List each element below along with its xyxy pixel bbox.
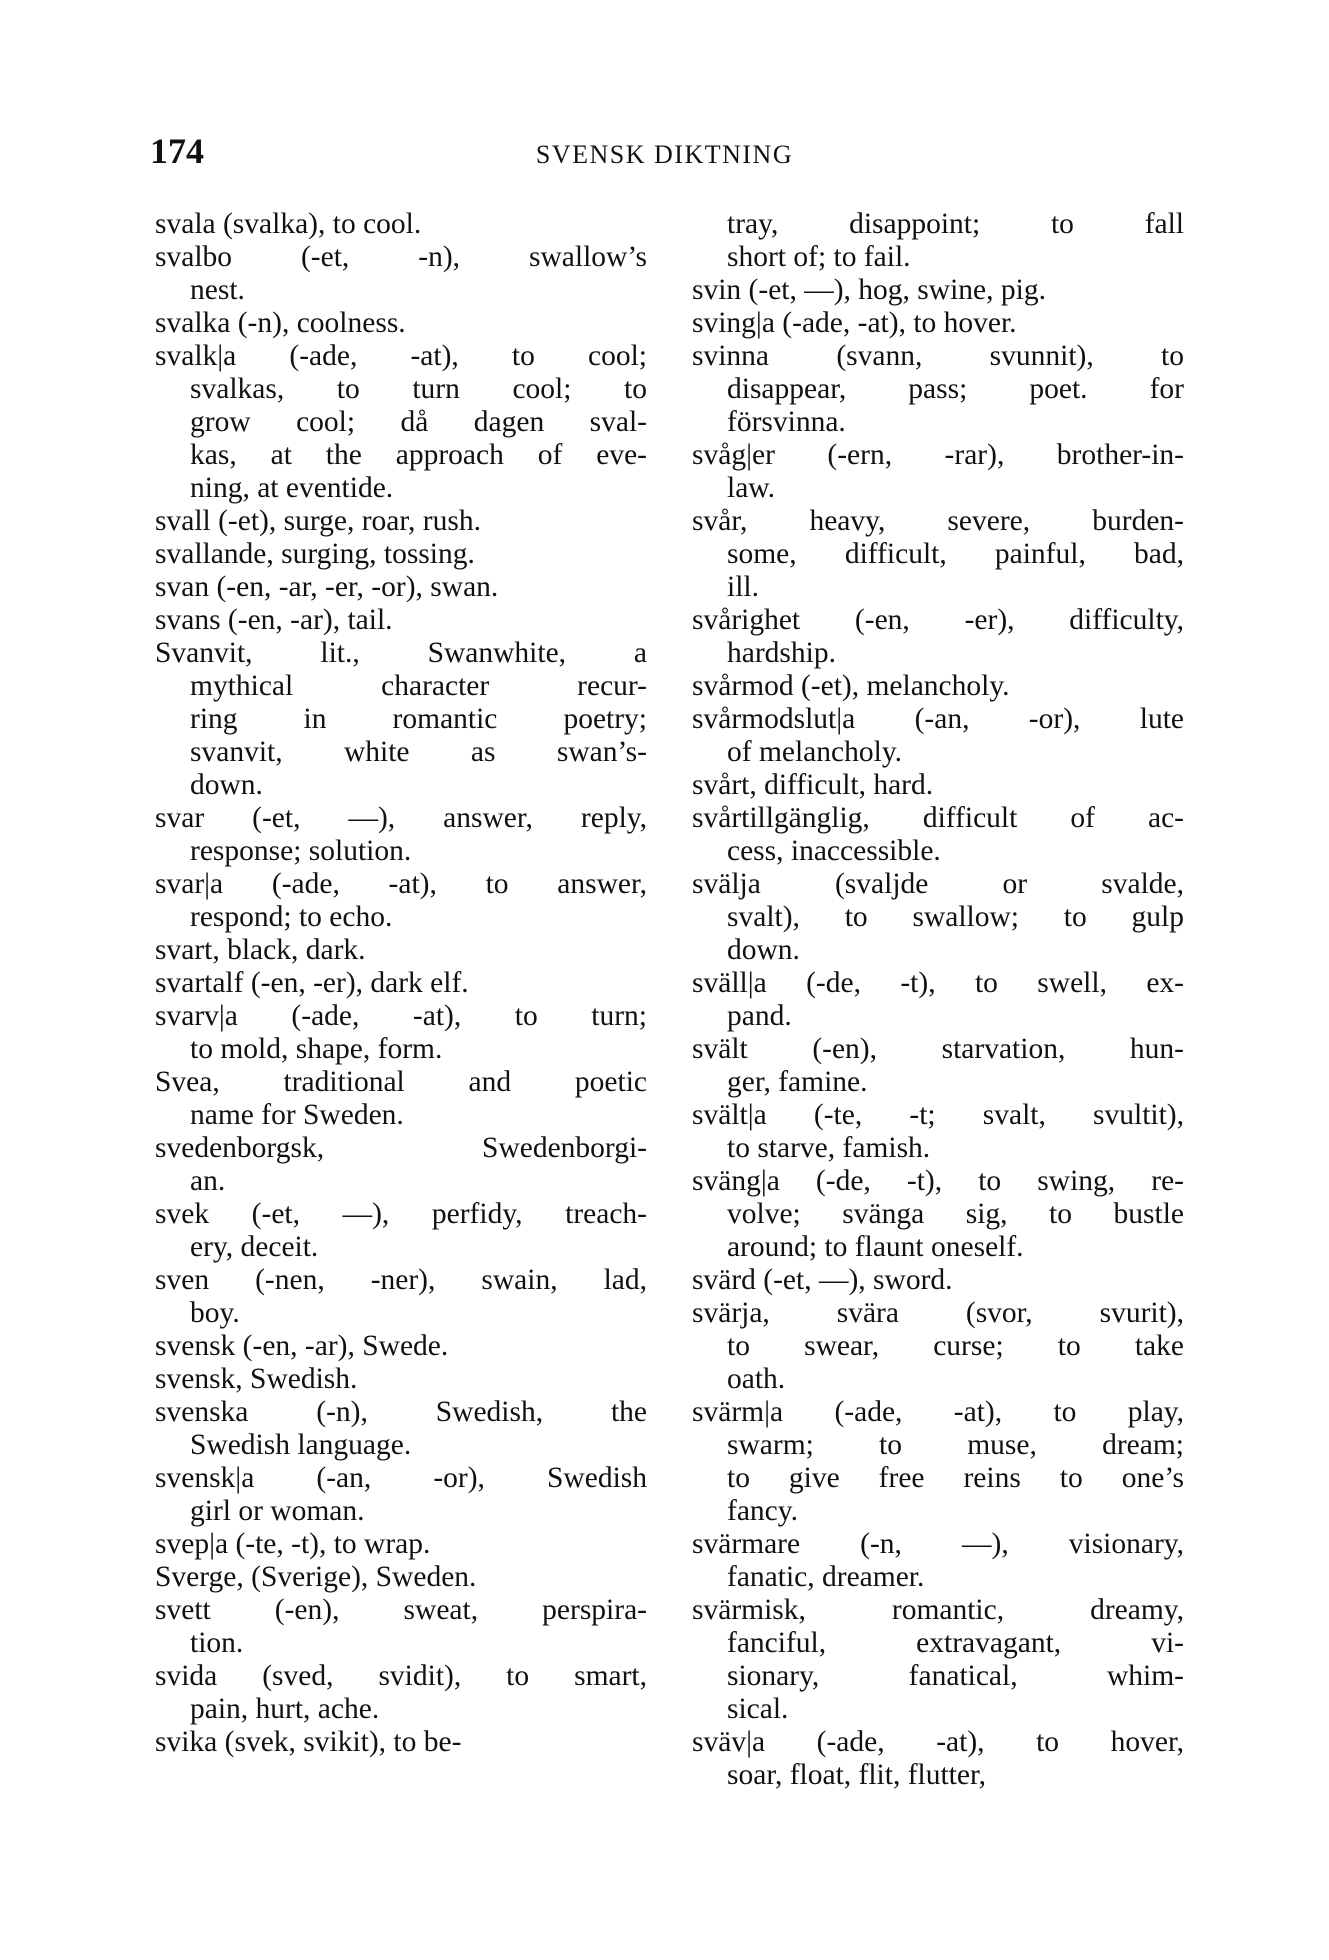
entry-line: ger, famine. — [727, 1066, 868, 1098]
entry-line: of melancholy. — [727, 736, 903, 768]
dictionary-entry — [155, 1264, 647, 1330]
entry-line: to give free reins to one’s — [727, 1462, 1184, 1494]
dictionary-entry — [692, 967, 1184, 1033]
entry-line: svensk, Swedish. — [155, 1363, 358, 1395]
dictionary-entry — [155, 1561, 647, 1594]
entry-line: disappear, pass; poet. for — [727, 373, 1184, 405]
entry-line: nest. — [190, 274, 245, 306]
entry-line: försvinna. — [727, 406, 846, 438]
entry-line: svärmisk, romantic, dreamy, — [692, 1594, 1184, 1626]
entry-line: svårmod (-et), melancholy. — [692, 670, 1010, 702]
entry-line: pain, hurt, ache. — [190, 1693, 380, 1725]
dictionary-entry — [692, 802, 1184, 868]
entry-line: svartalf (-en, -er), dark elf. — [155, 967, 469, 999]
entry-line: svans (-en, -ar), tail. — [155, 604, 393, 636]
dictionary-entry — [155, 1198, 647, 1264]
entry-line: sical. — [727, 1693, 789, 1725]
entry-line: tion. — [190, 1627, 244, 1659]
entry-line: to starve, famish. — [727, 1132, 931, 1164]
entry-line: svanvit, white as swan’s- — [190, 736, 647, 768]
entry-line: svan (-en, -ar, -er, -or), swan. — [155, 571, 499, 603]
entry-line: svalka (-n), coolness. — [155, 307, 406, 339]
entry-line: svärmare (-n, —), visionary, — [692, 1528, 1184, 1560]
page-number: 174 — [150, 131, 204, 171]
entry-line: svärja, svära (svor, svurit), — [692, 1297, 1184, 1329]
dictionary-entry — [155, 604, 647, 637]
dictionary-entry — [692, 307, 1184, 340]
dictionary-entry — [155, 538, 647, 571]
dictionary-entry — [155, 1528, 647, 1561]
entry-line: svall (-et), surge, roar, rush. — [155, 505, 481, 537]
dictionary-entry — [155, 934, 647, 967]
entry-line: Swedish language. — [190, 1429, 412, 1461]
entry-line: fanatic, dreamer. — [727, 1561, 925, 1593]
entry-line: svalkas, to turn cool; to — [190, 373, 647, 405]
entry-line: svek (-et, —), perfidy, treach- — [155, 1198, 647, 1230]
dictionary-entry — [692, 340, 1184, 439]
entry-line: svårighet (-en, -er), difficulty, — [692, 604, 1184, 636]
entry-line: swarm; to muse, dream; — [727, 1429, 1184, 1461]
entry-line: to swear, curse; to take — [727, 1330, 1184, 1362]
entry-line: svart, black, dark. — [155, 934, 366, 966]
entry-line: svensk (-en, -ar), Swede. — [155, 1330, 449, 1362]
dictionary-entry — [155, 1066, 647, 1132]
entry-line: fancy. — [727, 1495, 798, 1527]
entry-line: an. — [190, 1165, 226, 1197]
entry-line: volve; svänga sig, to bustle — [727, 1198, 1184, 1230]
left-column — [155, 208, 647, 1759]
dictionary-entry — [692, 604, 1184, 670]
entry-line: svåg|er (-ern, -rar), brother-in- — [692, 439, 1184, 471]
entry-line: svält|a (-te, -t; svalt, svultit), — [692, 1099, 1184, 1131]
entry-line: mythical character recur- — [190, 670, 647, 702]
dictionary-entry — [155, 340, 647, 505]
entry-line: kas, at the approach of eve- — [190, 439, 647, 471]
entry-line: down. — [727, 934, 800, 966]
running-head: SVENSK DIKTNING — [535, 140, 794, 169]
entry-line: respond; to echo. — [190, 901, 393, 933]
dictionary-entry — [155, 1726, 647, 1759]
dictionary-entry — [155, 868, 647, 934]
entry-line: fanciful, extravagant, vi- — [727, 1627, 1184, 1659]
entry-line: svärd (-et, —), sword. — [692, 1264, 953, 1296]
entry-line: svält (-en), starvation, hun- — [692, 1033, 1184, 1065]
entry-line: svår, heavy, severe, burden- — [692, 505, 1184, 537]
dictionary-entry — [155, 1462, 647, 1528]
entry-line: sväv|a (-ade, -at), to hover, — [692, 1726, 1184, 1758]
entry-line: svärm|a (-ade, -at), to play, — [692, 1396, 1184, 1428]
entry-line: svika (svek, svikit), to be- — [155, 1726, 462, 1758]
entry-line: svar|a (-ade, -at), to answer, — [155, 868, 647, 900]
dictionary-entry — [692, 274, 1184, 307]
dictionary-entry — [155, 208, 647, 241]
dictionary-entry — [155, 1330, 647, 1363]
dictionary-entry — [155, 571, 647, 604]
entry-line: some, difficult, painful, bad, — [727, 538, 1184, 570]
entry-line: Sverge, (Sverige), Sweden. — [155, 1561, 477, 1593]
dictionary-entry — [692, 1528, 1184, 1594]
dictionary-entry — [155, 1000, 647, 1066]
dictionary-entry — [692, 1594, 1184, 1726]
entry-line: ill. — [727, 571, 759, 603]
dictionary-entry — [155, 505, 647, 538]
dictionary-entry — [692, 1396, 1184, 1528]
entry-line: svårt, difficult, hard. — [692, 769, 934, 801]
dictionary-entry — [155, 1132, 647, 1198]
dictionary-entry — [692, 703, 1184, 769]
entry-line: oath. — [727, 1363, 786, 1395]
entry-line: to mold, shape, form. — [190, 1033, 443, 1065]
entry-line: name for Sweden. — [190, 1099, 404, 1131]
dictionary-entry — [692, 1726, 1184, 1792]
entry-line: svalbo (-et, -n), swallow’s — [155, 241, 647, 273]
dictionary-entry — [692, 1165, 1184, 1264]
entry-line: svalt), to swallow; to gulp — [727, 901, 1184, 933]
entry-line: sväll|a (-de, -t), to swell, ex- — [692, 967, 1184, 999]
entry-line: girl or woman. — [190, 1495, 365, 1527]
entry-line: svallande, surging, tossing. — [155, 538, 475, 570]
entry-line: ery, deceit. — [190, 1231, 319, 1263]
entry-line: down. — [190, 769, 263, 801]
dictionary-entry — [155, 1396, 647, 1462]
entry-line: svårtillgänglig, difficult of ac- — [692, 802, 1184, 834]
dictionary-entry — [692, 769, 1184, 802]
dictionary-entry — [692, 868, 1184, 967]
entry-line: short of; to fail. — [727, 241, 911, 273]
dictionary-entry — [692, 505, 1184, 604]
dictionary-entry — [155, 241, 647, 307]
entry-line: svida (sved, svidit), to smart, — [155, 1660, 647, 1692]
entry-line: ring in romantic poetry; — [190, 703, 647, 735]
entry-line: svin (-et, —), hog, swine, pig. — [692, 274, 1046, 306]
entry-line: svinna (svann, svunnit), to — [692, 340, 1184, 372]
dictionary-entry — [155, 637, 647, 802]
dictionary-entry — [155, 802, 647, 868]
entry-line: svep|a (-te, -t), to wrap. — [155, 1528, 431, 1560]
dictionary-entry — [155, 1660, 647, 1726]
page-header — [0, 0, 1329, 200]
entry-line: response; solution. — [190, 835, 412, 867]
dictionary-entry — [692, 1264, 1184, 1297]
entry-line: svälja (svaljde or svalde, — [692, 868, 1184, 900]
entry-line: svar (-et, —), answer, reply, — [155, 802, 647, 834]
entry-line: svensk|a (-an, -or), Swedish — [155, 1462, 647, 1494]
entry-line: pand. — [727, 1000, 792, 1032]
entry-line: svarv|a (-ade, -at), to turn; — [155, 1000, 647, 1032]
entry-line: hardship. — [727, 637, 836, 669]
entry-line: svett (-en), sweat, perspira- — [155, 1594, 647, 1626]
dictionary-entry — [692, 1099, 1184, 1165]
entry-line: around; to flaunt oneself. — [727, 1231, 1024, 1263]
entry-line: boy. — [190, 1297, 240, 1329]
dictionary-entry — [692, 1297, 1184, 1396]
entry-line: soar, float, flit, flutter, — [727, 1759, 986, 1791]
entry-line: grow cool; då dagen sval- — [190, 406, 647, 438]
entry-line: svedenborgsk, Swedenborgi- — [155, 1132, 647, 1164]
dictionary-entry — [692, 1033, 1184, 1099]
right-column — [692, 208, 1184, 1792]
entry-line: sväng|a (-de, -t), to swing, re- — [692, 1165, 1184, 1197]
entry-line: sving|a (-ade, -at), to hover. — [692, 307, 1017, 339]
dictionary-entry — [692, 439, 1184, 505]
entry-line: sionary, fanatical, whim- — [727, 1660, 1184, 1692]
entry-line: svalk|a (-ade, -at), to cool; — [155, 340, 647, 372]
dictionary-entry — [155, 307, 647, 340]
entry-line: svala (svalka), to cool. — [155, 208, 422, 240]
entry-line: sven (-nen, -ner), swain, lad, — [155, 1264, 647, 1296]
dictionary-entry — [155, 1363, 647, 1396]
entry-line: ning, at eventide. — [190, 472, 394, 504]
entry-line: cess, inaccessible. — [727, 835, 941, 867]
dictionary-entry — [692, 670, 1184, 703]
entry-line: svenska (-n), Swedish, the — [155, 1396, 647, 1428]
entry-line: law. — [727, 472, 776, 504]
dictionary-entry — [692, 208, 1184, 274]
dictionary-entry — [155, 967, 647, 1000]
entry-line: tray, disappoint; to fall — [727, 208, 1184, 240]
entry-line: Svea, traditional and poetic — [155, 1066, 647, 1098]
dictionary-entry — [155, 1594, 647, 1660]
entry-line: Svanvit, lit., Swanwhite, a — [155, 637, 647, 669]
entry-line: svårmodslut|a (-an, -or), lute — [692, 703, 1184, 735]
